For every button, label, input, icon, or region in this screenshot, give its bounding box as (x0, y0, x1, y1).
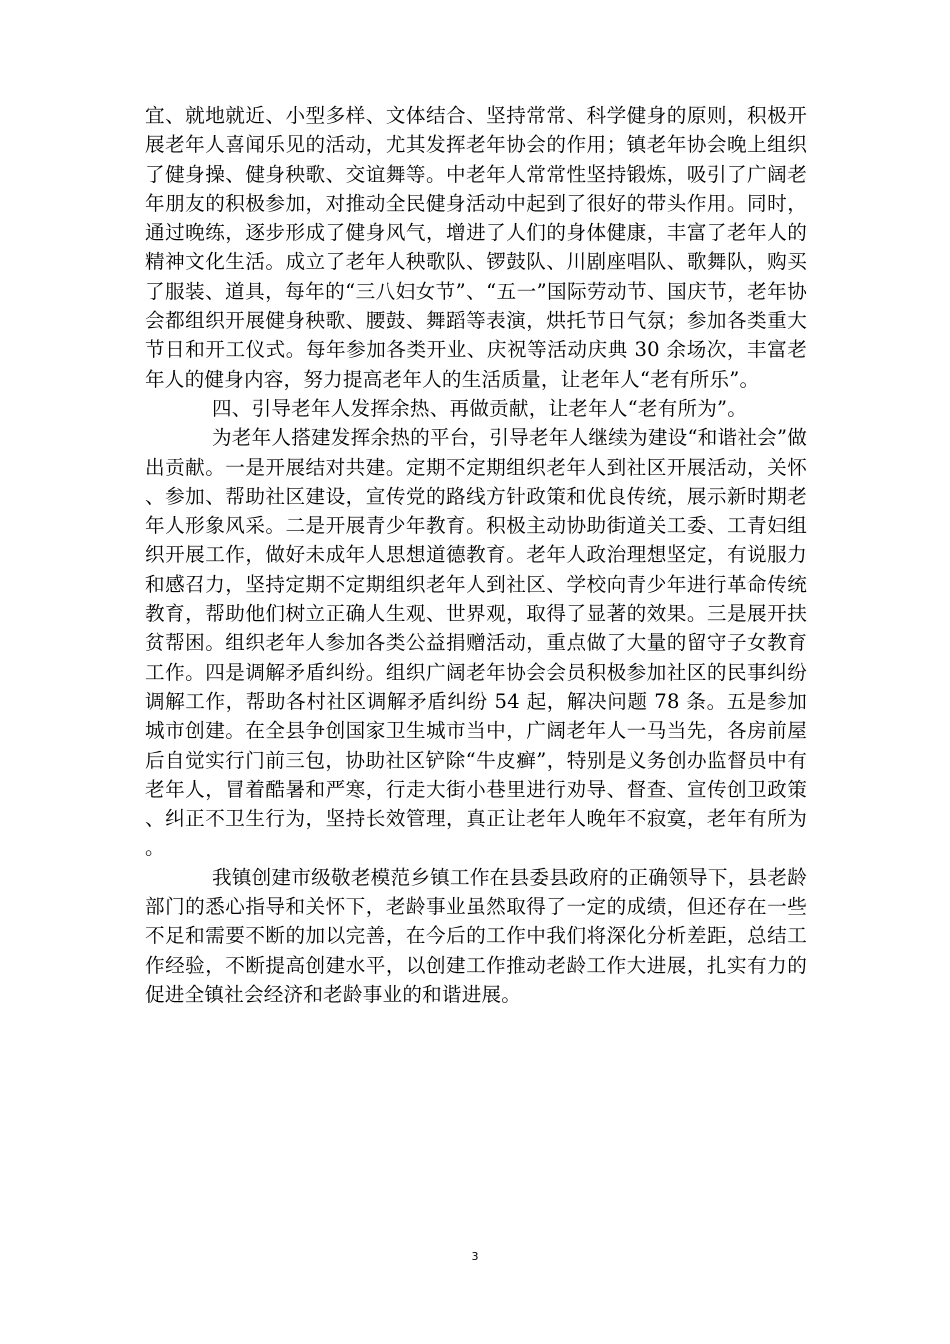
paragraph-contributions: 为老年人搭建发挥余热的平台，引导老年人继续为建设“和谐社会”做出贡献。一是开展结对共建。定期不定期组织老年人到社区开展活动，关怀、参加、帮助社区建设，宣传党的路线方针政策和优良传统，展示新时期老年人形象风采。二是开展青少年教育。积极主动协助街道关工委、工青妇组织开展工作，做好未成年人思想道德教育。老年人政治理想坚定，有说服力和感召力，坚持定期不定期组织老年人到社区、学校向青少年进行革命传统教育，帮助他们树立正确人生观、世界观，取得了显著的效果。三是展开扶贫帮困。组织老年人参加各类公益捐赠活动，重点做了大量的留守子女教育工作。四是调解矛盾纠纷。组织广阔老年协会会员积极参加社区的民事纠纷调解工作，帮助各村社区调解矛盾纠纷 54 起，解决问题 78 条。五是参加城市创建。在全县争创国家卫生城市当中，广阔老年人一马当先，各房前屋后自觉实行门前三包，协助社区铲除“牛皮癣”，特别是义务创办监督员中有老年人，冒着酷暑和严寒，行走大街小巷里进行劝导、督查、宣传创卫政策、纠正不卫生行为，坚持长效管理，真正让老年人晚年不寂寞，老年有所为。 (145, 426, 807, 860)
section-heading-four: 四、引导老年人发挥余热、再做贡献，让老年人“老有所为”。 (212, 396, 748, 420)
page-number: 3 (471, 1250, 479, 1263)
document-body (145, 101, 807, 1009)
paragraph-activities-continued: 宜、就地就近、小型多样、文体结合、坚持常常、科学健身的原则，积极开展老年人喜闻乐见的活动，尤其发挥老年协会的作用；镇老年协会晚上组织了健身操、健身秧歌、交谊舞等。中老年人常常性坚持锻炼，吸引了广阔老年朋友的积极参加，对推动全民健身活动中起到了很好的带头作用。同时，通过晚练，逐步形成了健身风气，增进了人们的身体健康，丰富了老年人的精神文化生活。成立了老年人秧歌队、锣鼓队、川剧座唱队、歌舞队，购买了服装、道具，每年的“三八妇女节”、“五一”国际劳动节、国庆节，老年协会都组织开展健身秧歌、腰鼓、舞蹈等表演，烘托节日气氛；参加各类重大节日和开工仪式。每年参加各类开业、庆祝等活动庆典 30 余场次，丰富老年人的健身内容，努力提高老年人的生活质量，让老年人“老有所乐”。 (145, 104, 807, 391)
paragraph-conclusion: 我镇创建市级敬老模范乡镇工作在县委县政府的正确领导下，县老龄部门的悉心指导和关怀下，老龄事业虽然取得了一定的成绩，但还存在一些不足和需要不断的加以完善，在今后的工作中我们将深化分析差距，总结工作经验，不断提高创建水平，以创建工作推动老龄工作大进展，扎实有力的促进全镇社会经济和老龄事业的和谐进展。 (145, 865, 807, 1006)
